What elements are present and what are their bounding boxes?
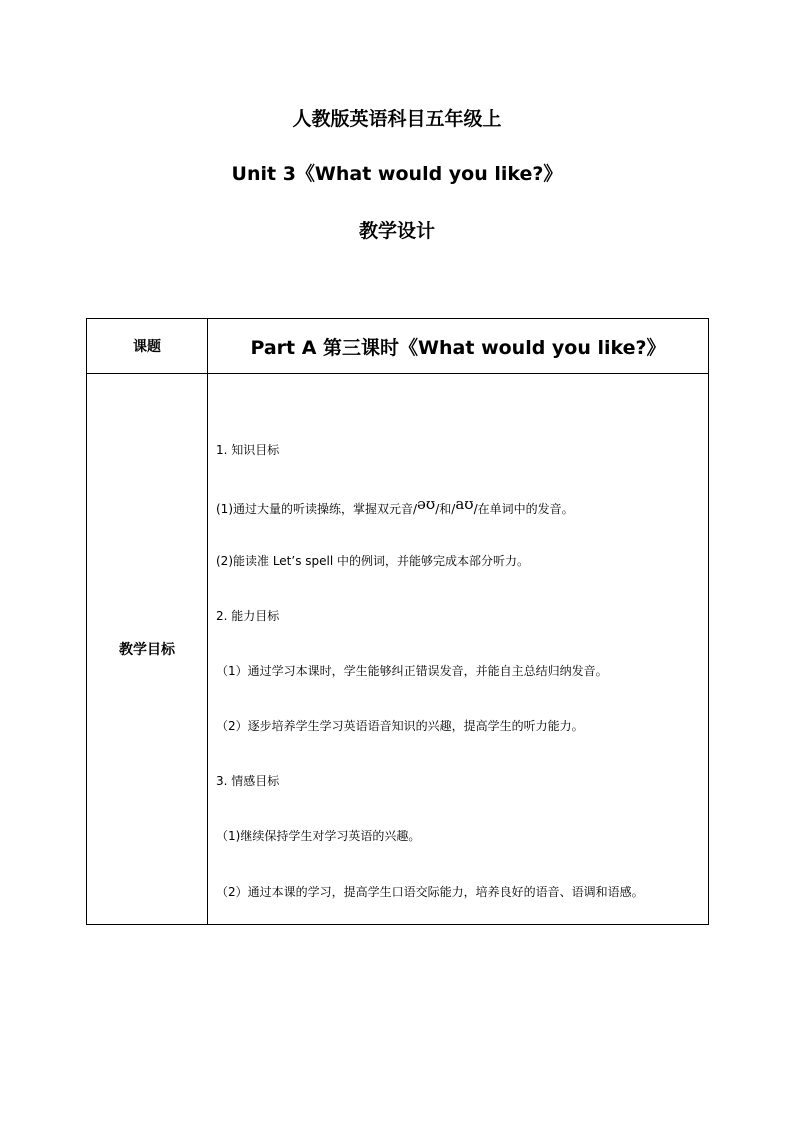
document-subtitle: 教学设计 bbox=[358, 220, 435, 242]
topic-label: 课题 bbox=[87, 319, 208, 374]
lesson-plan-table bbox=[86, 318, 709, 925]
emotion-heading: 3. 情感目标 bbox=[216, 774, 280, 788]
emotion-item-2: （2）通过本课的学习，提高学生口语交际能力，培养良好的语音、语调和语感。 bbox=[216, 885, 644, 899]
knowledge-item-1-mid: /和/ bbox=[435, 502, 456, 516]
ability-item-2: （2）逐步培养学生学习英语语音知识的兴趣，提高学生的听力能力。 bbox=[216, 719, 584, 733]
knowledge-heading: 1. 知识目标 bbox=[216, 443, 280, 457]
knowledge-item-1-suffix: /在单词中的发音。 bbox=[473, 502, 574, 516]
knowledge-item-1-prefix: (1)通过大量的听读操练，掌握双元音/ bbox=[216, 502, 418, 516]
objectives-row bbox=[87, 374, 709, 925]
objectives-label: 教学目标 bbox=[87, 374, 208, 925]
topic-row bbox=[87, 319, 709, 374]
ability-heading: 2. 能力目标 bbox=[216, 609, 280, 623]
objectives-cell bbox=[208, 374, 709, 925]
topic-value: Part A 第三课时《What would you like?》 bbox=[208, 319, 709, 374]
knowledge-item-1 bbox=[216, 495, 574, 517]
ability-item-1: （1）通过学习本课时，学生能够纠正错误发音，并能自主总结归纳发音。 bbox=[216, 664, 608, 678]
phonetic-ou: əʊ bbox=[417, 495, 436, 513]
unit-title: Unit 3《What would you like?》 bbox=[231, 163, 563, 185]
emotion-item-1: （1)继续保持学生对学习英语的兴趣。 bbox=[216, 829, 421, 843]
phonetic-au: aʊ bbox=[455, 495, 474, 513]
knowledge-item-2: (2)能读准 Let’s spell 中的例词，并能够完成本部分听力。 bbox=[216, 554, 529, 568]
document-title: 人教版英语科目五年级上 bbox=[292, 108, 502, 130]
